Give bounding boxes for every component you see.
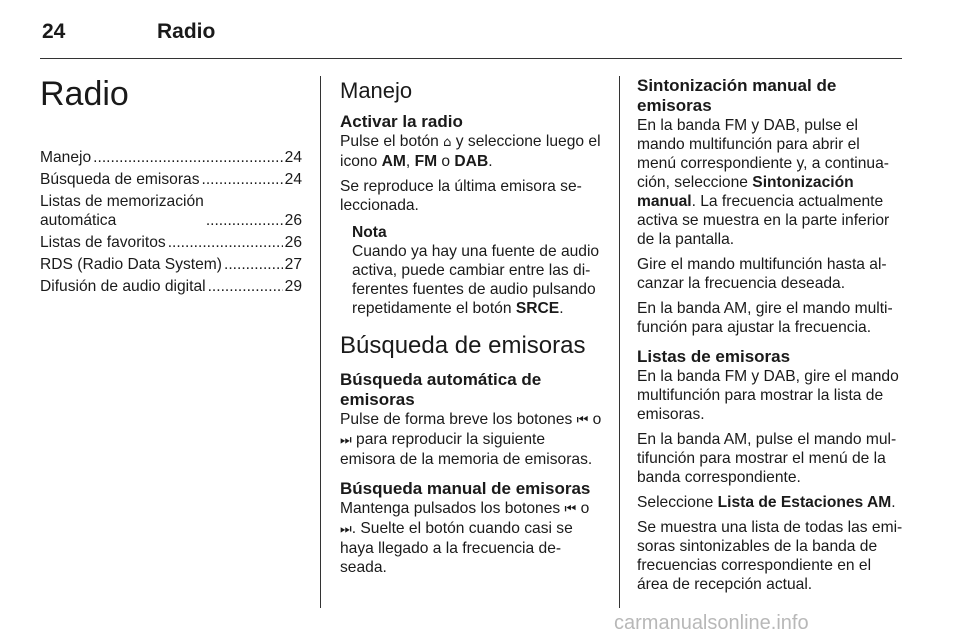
paragraph-sintonizacion-2: Gire el mando multifunción hasta al-canzar la frecuencia deseada. xyxy=(637,256,887,292)
text-run: . La frecuencia actualmente activa se muestra en la parte inferior de la pantalla. xyxy=(637,193,890,248)
paragraph-listas-3 xyxy=(637,493,903,512)
paragraph-ultima-emisora: Se reproduce la última emisora se-leccionada. xyxy=(340,178,582,214)
toc-leader-dots xyxy=(168,233,283,252)
fm-label: FM xyxy=(414,153,438,170)
toc-leader-dots xyxy=(206,211,283,230)
toc-entry-page: 27 xyxy=(284,256,302,273)
text-run: . Suelte el botón cuando casi se haya llegado a la frecuencia de-seada. xyxy=(340,520,573,576)
text-run: . xyxy=(559,300,564,317)
watermark: carmanualsonline.info xyxy=(614,612,809,634)
text-run: o xyxy=(588,411,602,428)
header-rule xyxy=(40,58,902,59)
menu-option-label: Lista de Estaciones AM xyxy=(717,494,892,511)
text-run: Pulse el botón xyxy=(340,133,444,150)
dab-label: DAB xyxy=(454,153,489,170)
toc-entry-label: Listas de memorización automática xyxy=(40,193,204,229)
text-run: Mantenga pulsados los botones xyxy=(340,500,565,517)
seek-back-icon: ⏮ xyxy=(564,502,577,517)
toc-entry-page: 24 xyxy=(284,171,302,188)
subsection-title-auto: Búsqueda automática de emisoras xyxy=(340,370,542,409)
toc-column xyxy=(40,72,302,299)
section-title-manejo: Manejo xyxy=(340,78,413,103)
seek-back-icon: ⏮ xyxy=(576,413,589,428)
seek-forward-icon: ⏭ xyxy=(340,433,352,448)
menu-option-label: Sintonización manual xyxy=(637,174,854,210)
paragraph-activar xyxy=(340,132,604,171)
note-text xyxy=(352,242,604,318)
subsection-title-listas: Listas de emisoras xyxy=(637,347,791,366)
chapter-title: Radio xyxy=(40,75,129,113)
toc-entry-label: RDS (Radio Data System) xyxy=(40,256,222,273)
toc-entry-favoritos[interactable] xyxy=(40,233,302,252)
toc-entry-page: 26 xyxy=(284,234,302,251)
text-run: Cuando ya hay una fuente de audio activa, puede cambiar entre las di-ferentes fuentes de audio pulsando repetidamente el botón xyxy=(352,243,600,317)
toc-entry-label: Búsqueda de emisoras xyxy=(40,171,200,188)
toc-leader-dots xyxy=(202,170,283,189)
toc-entry-page: 26 xyxy=(284,212,302,229)
text-run: o xyxy=(437,153,455,170)
note-title: Nota xyxy=(352,224,387,241)
paragraph-sintonizacion-1 xyxy=(637,116,903,249)
toc-entry-dab[interactable] xyxy=(40,277,302,296)
subsection-title-activar: Activar la radio xyxy=(340,112,463,131)
paragraph-auto xyxy=(340,410,604,469)
text-run: . xyxy=(488,153,493,170)
right-column xyxy=(637,72,903,600)
subsection-title-manual: Búsqueda manual de emisoras xyxy=(340,479,591,498)
seek-forward-icon: ⏭ xyxy=(340,522,352,537)
paragraph-listas-1: En la banda FM y DAB, gire el mando multifunción para mostrar la lista de emisoras. xyxy=(637,368,899,423)
toc-entry-label: Manejo xyxy=(40,149,92,166)
toc-entry-page: 29 xyxy=(284,278,302,295)
text-run: y seleccione luego el icono xyxy=(340,133,601,170)
paragraph-manual xyxy=(340,499,604,577)
toc-entry-label: Difusión de audio digital xyxy=(40,278,206,295)
text-run: para reproducir la siguiente emisora de la memoria de emisoras. xyxy=(340,431,593,468)
toc-entry-page: 24 xyxy=(284,149,302,166)
am-label: AM xyxy=(381,153,406,170)
toc-entry-memorizacion[interactable] xyxy=(40,192,302,230)
subsection-title-sintonizacion: Sintonización manual de emisoras xyxy=(637,76,837,115)
srce-label: SRCE xyxy=(515,300,560,317)
page-header xyxy=(40,18,902,58)
text-run: o xyxy=(576,500,590,517)
paragraph-listas-2: En la banda AM, pulse el mando mul-tifunción para mostrar el menú de la banda correspondiente. xyxy=(637,431,897,486)
note-box xyxy=(352,223,604,318)
paragraph-sintonizacion-3: En la banda AM, gire el mando multi-función para ajustar la frecuencia. xyxy=(637,300,893,336)
paragraph-listas-4: Se muestra una lista de todas las emi-soras sintonizables de la banda de frecuencias correspondiente en el área de recepción actual. xyxy=(637,519,903,593)
toc-entry-rds[interactable] xyxy=(40,255,302,274)
toc-entry-label: Listas de favoritos xyxy=(40,234,166,251)
toc-leader-dots xyxy=(224,255,283,274)
toc-leader-dots xyxy=(208,277,283,296)
toc-list xyxy=(40,148,302,296)
column-divider-2 xyxy=(619,76,620,608)
home-icon: ⌂ xyxy=(443,135,452,150)
running-chapter-title: Radio xyxy=(157,20,216,43)
text-run: Seleccione xyxy=(637,494,718,511)
text-run: , xyxy=(405,153,415,170)
toc-entry-manejo[interactable] xyxy=(40,148,302,167)
text-run: Pulse de forma breve los botones xyxy=(340,411,577,428)
text-run: . xyxy=(891,494,896,511)
middle-column xyxy=(340,72,604,583)
column-divider-1 xyxy=(320,76,321,608)
toc-leader-dots xyxy=(93,148,282,167)
toc-entry-busqueda[interactable] xyxy=(40,170,302,189)
page-number: 24 xyxy=(42,20,66,43)
section-title-busqueda: Búsqueda de emisoras xyxy=(340,332,586,359)
text-run: En la banda FM y DAB, pulse el mando multifunción para abrir el menú correspondiente y, a continua-ción, seleccione xyxy=(637,117,889,191)
